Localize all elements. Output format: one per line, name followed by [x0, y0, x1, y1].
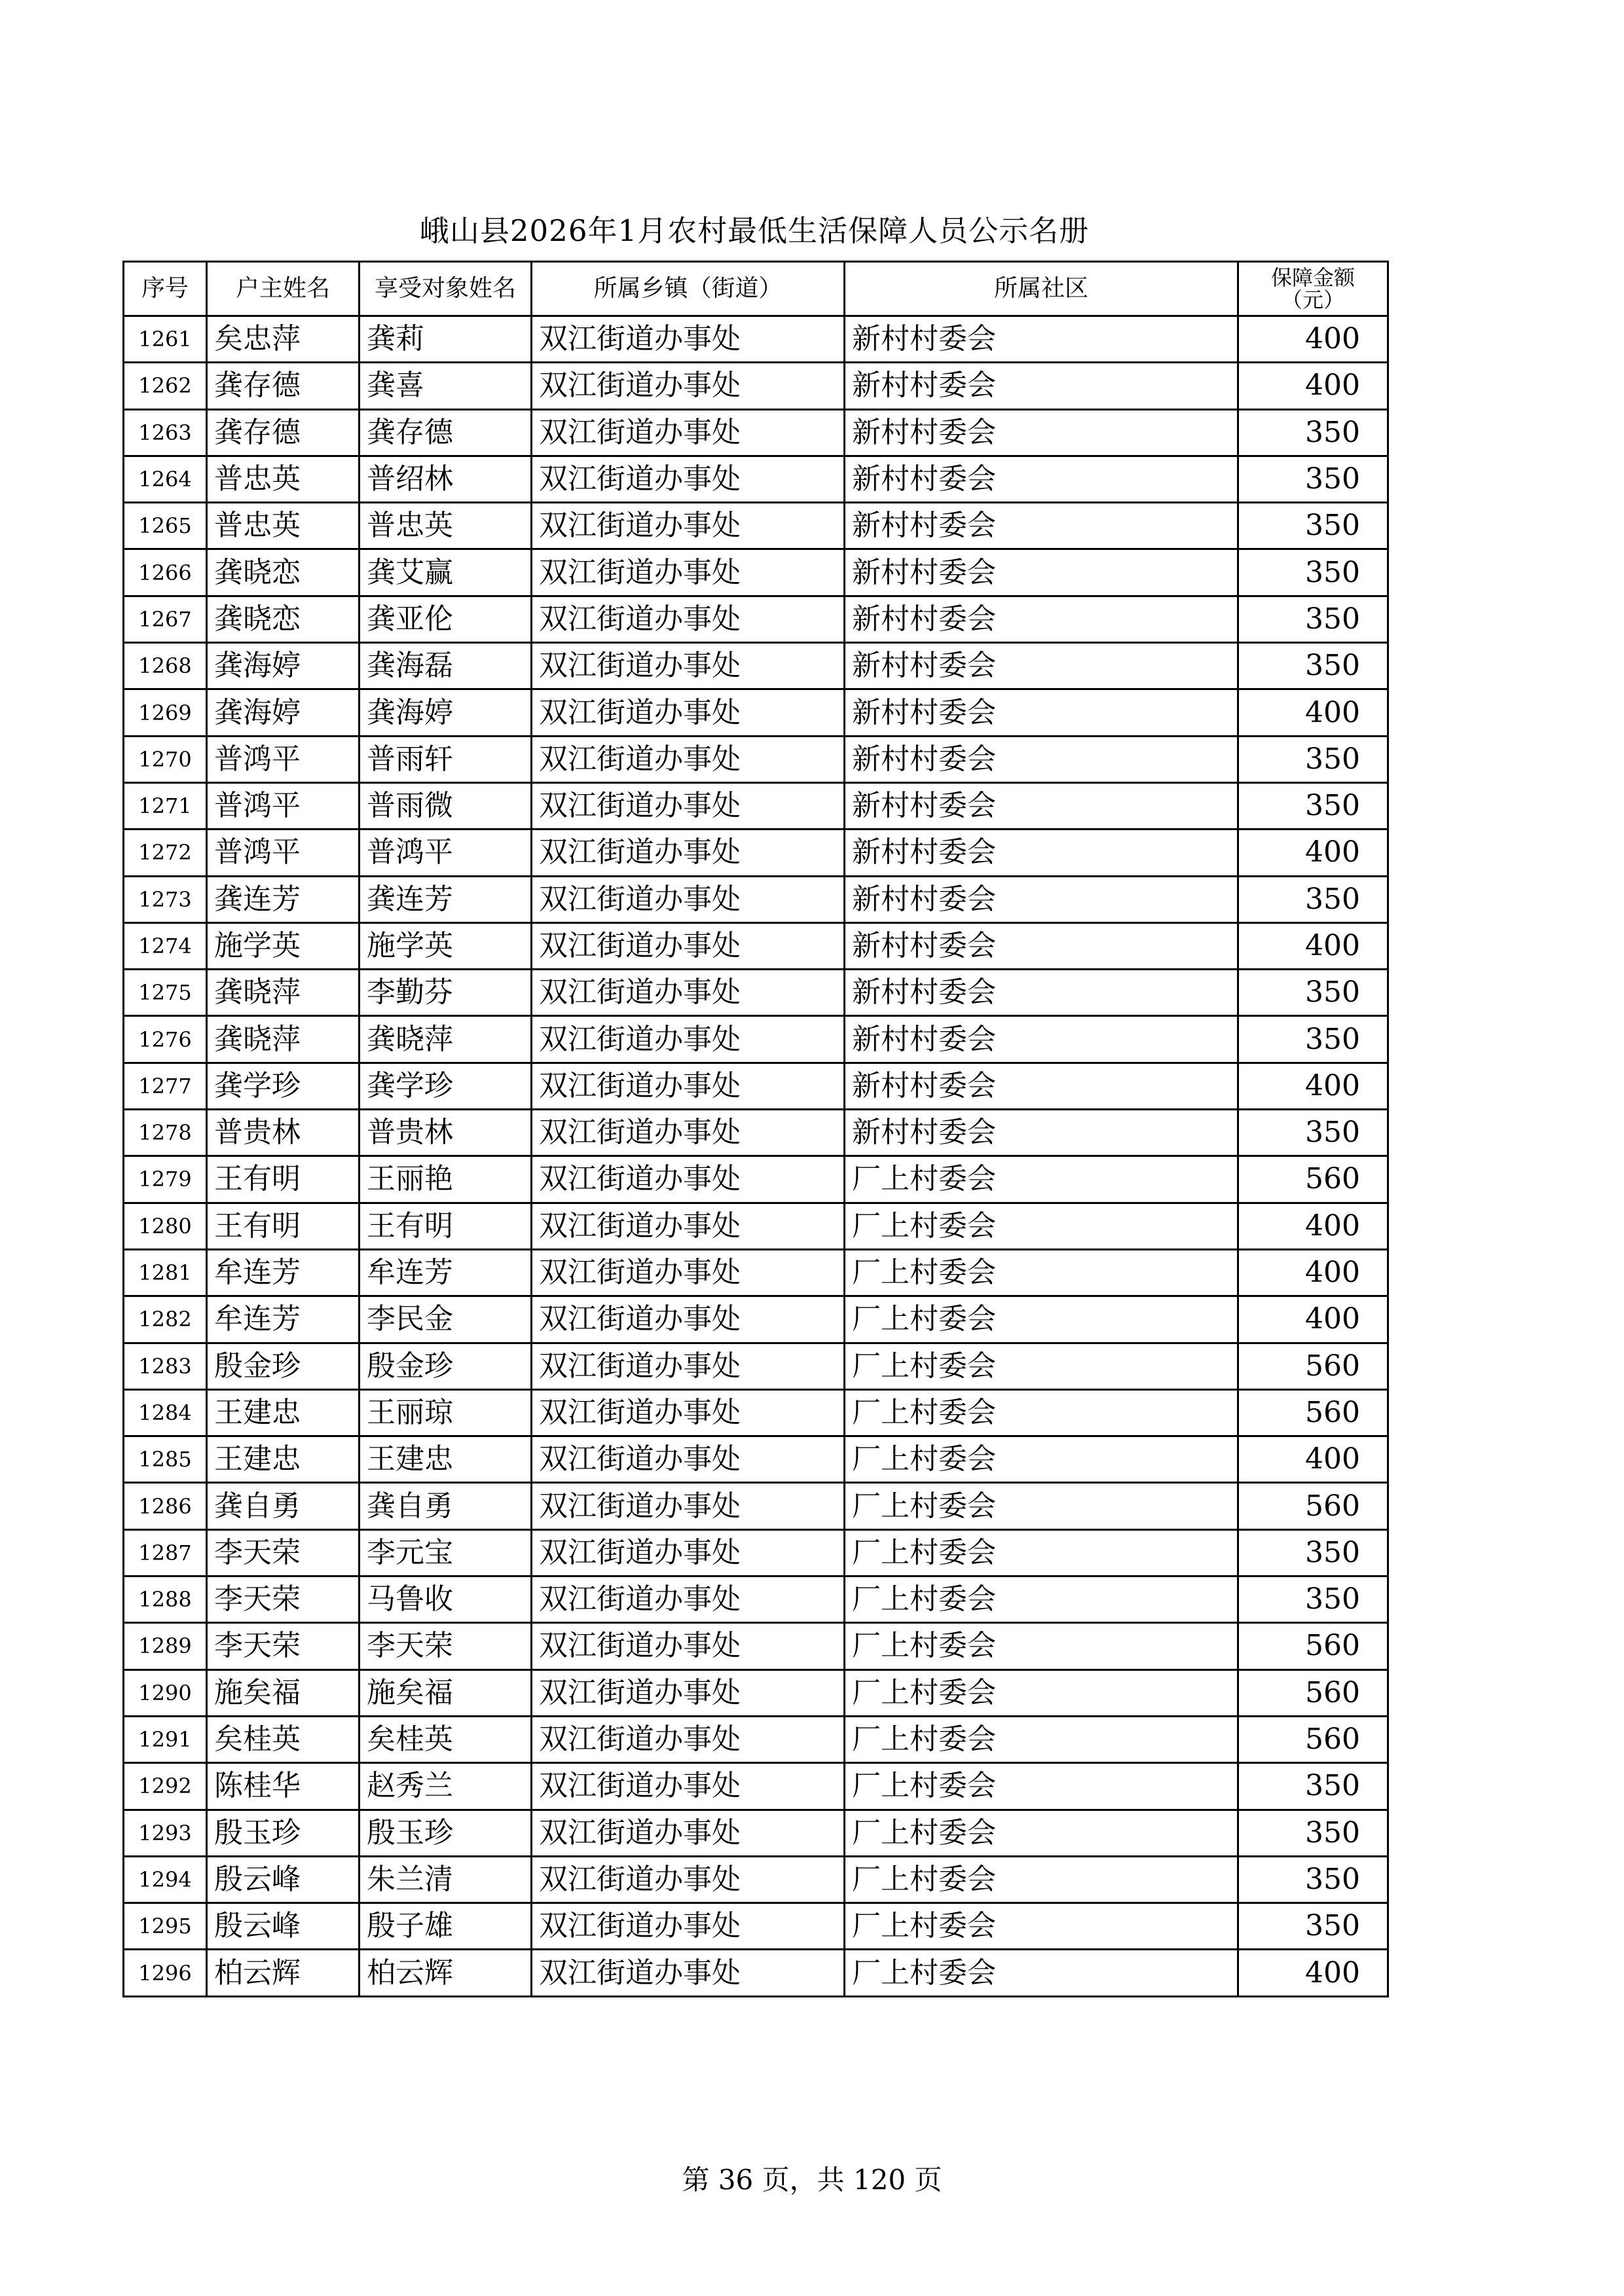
cell-seq: 1269: [124, 689, 207, 736]
cell-seq: 1286: [124, 1483, 207, 1529]
cell-township: 双江街道办事处: [532, 829, 845, 876]
cell-township: 双江街道办事处: [532, 1203, 845, 1249]
cell-household-head: 龚晓恋: [207, 549, 360, 596]
cell-township: 双江街道办事处: [532, 596, 845, 642]
cell-township: 双江街道办事处: [532, 1483, 845, 1529]
table-row: [124, 829, 1388, 876]
cell-amount: 400: [1238, 1249, 1388, 1296]
cell-community: 厂上村委会: [845, 1623, 1238, 1669]
table-row: [124, 1389, 1388, 1436]
cell-household-head: 龚存德: [207, 363, 360, 409]
cell-community: 新村村委会: [845, 922, 1238, 969]
cell-community: 厂上村委会: [845, 1669, 1238, 1716]
cell-beneficiary: 龚自勇: [360, 1483, 532, 1529]
cell-township: 双江街道办事处: [532, 1623, 845, 1669]
cell-household-head: 龚晓萍: [207, 970, 360, 1016]
header-amount-line1: 保障金额: [1270, 265, 1355, 290]
cell-community: 新村村委会: [845, 1110, 1238, 1156]
table-row: [124, 1856, 1388, 1903]
cell-seq: 1281: [124, 1249, 207, 1296]
cell-seq: 1287: [124, 1529, 207, 1576]
cell-beneficiary: 龚晓萍: [360, 1016, 532, 1063]
table-row: [124, 363, 1388, 409]
cell-amount: 350: [1238, 1856, 1388, 1903]
cell-seq: 1289: [124, 1623, 207, 1669]
table-row: [124, 689, 1388, 736]
table-row: [124, 503, 1388, 549]
cell-household-head: 施学英: [207, 922, 360, 969]
cell-seq: 1262: [124, 363, 207, 409]
header-township: 所属乡镇（街道）: [532, 262, 845, 316]
cell-amount: 560: [1238, 1483, 1388, 1529]
cell-township: 双江街道办事处: [532, 643, 845, 689]
cell-community: 新村村委会: [845, 876, 1238, 922]
cell-community: 厂上村委会: [845, 1903, 1238, 1950]
cell-township: 双江街道办事处: [532, 1389, 845, 1436]
cell-household-head: 龚晓恋: [207, 596, 360, 642]
cell-household-head: 王建忠: [207, 1389, 360, 1436]
cell-community: 厂上村委会: [845, 1156, 1238, 1203]
cell-community: 厂上村委会: [845, 1763, 1238, 1810]
cell-beneficiary: 王丽艳: [360, 1156, 532, 1203]
cell-amount: 560: [1238, 1716, 1388, 1762]
cell-beneficiary: 李天荣: [360, 1623, 532, 1669]
cell-seq: 1288: [124, 1576, 207, 1623]
cell-community: 厂上村委会: [845, 1950, 1238, 1996]
cell-beneficiary: 龚喜: [360, 363, 532, 409]
table-row: [124, 876, 1388, 922]
cell-seq: 1296: [124, 1950, 207, 1996]
cell-seq: 1292: [124, 1763, 207, 1810]
cell-amount: 350: [1238, 1810, 1388, 1856]
cell-seq: 1274: [124, 922, 207, 969]
cell-household-head: 施矣福: [207, 1669, 360, 1716]
cell-household-head: 普忠英: [207, 456, 360, 502]
cell-seq: 1268: [124, 643, 207, 689]
cell-household-head: 殷云峰: [207, 1856, 360, 1903]
cell-beneficiary: 龚海婷: [360, 689, 532, 736]
cell-beneficiary: 普贵林: [360, 1110, 532, 1156]
header-beneficiary: 享受对象姓名: [360, 262, 532, 316]
cell-township: 双江街道办事处: [532, 1343, 845, 1389]
table-row: [124, 1529, 1388, 1576]
cell-amount: 400: [1238, 1436, 1388, 1483]
cell-beneficiary: 朱兰清: [360, 1856, 532, 1903]
cell-beneficiary: 马鲁收: [360, 1576, 532, 1623]
cell-township: 双江街道办事处: [532, 409, 845, 456]
cell-beneficiary: 李勤芬: [360, 970, 532, 1016]
cell-township: 双江街道办事处: [532, 1296, 845, 1343]
table-row: [124, 456, 1388, 502]
table-row: [124, 316, 1388, 363]
cell-seq: 1271: [124, 782, 207, 829]
cell-amount: 350: [1238, 1576, 1388, 1623]
table-row: [124, 1950, 1388, 1996]
table-row: [124, 1203, 1388, 1249]
cell-township: 双江街道办事处: [532, 1576, 845, 1623]
cell-township: 双江街道办事处: [532, 782, 845, 829]
page-footer: 第 36 页，共 120 页: [682, 2164, 942, 2196]
table-row: [124, 549, 1388, 596]
cell-township: 双江街道办事处: [532, 1950, 845, 1996]
cell-household-head: 普鸿平: [207, 829, 360, 876]
cell-beneficiary: 施学英: [360, 922, 532, 969]
table-row: [124, 1576, 1388, 1623]
cell-household-head: 普鸿平: [207, 736, 360, 782]
cell-amount: 400: [1238, 316, 1388, 363]
cell-community: 厂上村委会: [845, 1483, 1238, 1529]
cell-beneficiary: 王有明: [360, 1203, 532, 1249]
cell-township: 双江街道办事处: [532, 1016, 845, 1063]
cell-township: 双江街道办事处: [532, 1063, 845, 1109]
cell-township: 双江街道办事处: [532, 1763, 845, 1810]
cell-community: 新村村委会: [845, 503, 1238, 549]
cell-community: 新村村委会: [845, 316, 1238, 363]
cell-seq: 1275: [124, 970, 207, 1016]
cell-household-head: 龚海婷: [207, 643, 360, 689]
cell-seq: 1283: [124, 1343, 207, 1389]
cell-community: 厂上村委会: [845, 1343, 1238, 1389]
cell-amount: 350: [1238, 549, 1388, 596]
cell-seq: 1294: [124, 1856, 207, 1903]
cell-household-head: 龚晓萍: [207, 1016, 360, 1063]
cell-amount: 350: [1238, 643, 1388, 689]
cell-household-head: 矣桂英: [207, 1716, 360, 1762]
cell-amount: 350: [1238, 1903, 1388, 1950]
cell-seq: 1278: [124, 1110, 207, 1156]
cell-township: 双江街道办事处: [532, 456, 845, 502]
cell-amount: 400: [1238, 1296, 1388, 1343]
table-row: [124, 1763, 1388, 1810]
cell-township: 双江街道办事处: [532, 736, 845, 782]
cell-seq: 1272: [124, 829, 207, 876]
table-row: [124, 409, 1388, 456]
cell-township: 双江街道办事处: [532, 503, 845, 549]
cell-township: 双江街道办事处: [532, 1856, 845, 1903]
cell-township: 双江街道办事处: [532, 876, 845, 922]
cell-community: 新村村委会: [845, 596, 1238, 642]
cell-township: 双江街道办事处: [532, 1249, 845, 1296]
cell-beneficiary: 龚存德: [360, 409, 532, 456]
cell-amount: 350: [1238, 596, 1388, 642]
table-body: [124, 316, 1388, 1997]
cell-amount: 350: [1238, 503, 1388, 549]
table-row: [124, 1343, 1388, 1389]
cell-household-head: 普贵林: [207, 1110, 360, 1156]
cell-beneficiary: 普绍林: [360, 456, 532, 502]
cell-beneficiary: 王建忠: [360, 1436, 532, 1483]
table-row: [124, 1716, 1388, 1762]
cell-amount: 350: [1238, 1110, 1388, 1156]
table-row: [124, 1156, 1388, 1203]
cell-township: 双江街道办事处: [532, 1110, 845, 1156]
cell-seq: 1276: [124, 1016, 207, 1063]
cell-community: 新村村委会: [845, 829, 1238, 876]
cell-township: 双江街道办事处: [532, 1669, 845, 1716]
cell-amount: 400: [1238, 363, 1388, 409]
cell-household-head: 牟连芳: [207, 1296, 360, 1343]
header-seq: 序号: [124, 262, 207, 316]
cell-amount: 560: [1238, 1343, 1388, 1389]
cell-amount: 350: [1238, 782, 1388, 829]
cell-community: 厂上村委会: [845, 1576, 1238, 1623]
cell-household-head: 龚存德: [207, 409, 360, 456]
cell-township: 双江街道办事处: [532, 970, 845, 1016]
cell-household-head: 柏云辉: [207, 1950, 360, 1996]
cell-beneficiary: 龚莉: [360, 316, 532, 363]
table-row: [124, 643, 1388, 689]
cell-beneficiary: 赵秀兰: [360, 1763, 532, 1810]
table-row: [124, 736, 1388, 782]
cell-township: 双江街道办事处: [532, 1903, 845, 1950]
header-community: 所属社区: [845, 262, 1238, 316]
table-row: [124, 1016, 1388, 1063]
cell-seq: 1293: [124, 1810, 207, 1856]
cell-community: 新村村委会: [845, 409, 1238, 456]
cell-seq: 1267: [124, 596, 207, 642]
beneficiary-table: [122, 261, 1389, 1997]
cell-amount: 560: [1238, 1623, 1388, 1669]
cell-seq: 1290: [124, 1669, 207, 1716]
cell-community: 新村村委会: [845, 782, 1238, 829]
cell-seq: 1270: [124, 736, 207, 782]
cell-township: 双江街道办事处: [532, 689, 845, 736]
cell-beneficiary: 柏云辉: [360, 1950, 532, 1996]
cell-seq: 1266: [124, 549, 207, 596]
header-amount-line2: （元）: [1281, 287, 1344, 312]
cell-seq: 1279: [124, 1156, 207, 1203]
cell-township: 双江街道办事处: [532, 922, 845, 969]
cell-household-head: 殷金珍: [207, 1343, 360, 1389]
cell-seq: 1282: [124, 1296, 207, 1343]
cell-beneficiary: 龚海磊: [360, 643, 532, 689]
cell-seq: 1261: [124, 316, 207, 363]
cell-beneficiary: 施矣福: [360, 1669, 532, 1716]
cell-household-head: 陈桂华: [207, 1763, 360, 1810]
cell-community: 厂上村委会: [845, 1810, 1238, 1856]
cell-amount: 560: [1238, 1669, 1388, 1716]
cell-community: 新村村委会: [845, 736, 1238, 782]
cell-amount: 400: [1238, 922, 1388, 969]
table-header-row: [124, 262, 1388, 316]
cell-amount: 350: [1238, 456, 1388, 502]
cell-community: 新村村委会: [845, 456, 1238, 502]
table-row: [124, 1669, 1388, 1716]
cell-amount: 350: [1238, 1529, 1388, 1576]
cell-township: 双江街道办事处: [532, 1810, 845, 1856]
cell-household-head: 牟连芳: [207, 1249, 360, 1296]
table-row: [124, 1623, 1388, 1669]
cell-community: 厂上村委会: [845, 1856, 1238, 1903]
cell-community: 新村村委会: [845, 363, 1238, 409]
cell-beneficiary: 龚学珍: [360, 1063, 532, 1109]
cell-community: 新村村委会: [845, 1063, 1238, 1109]
cell-township: 双江街道办事处: [532, 1436, 845, 1483]
cell-household-head: 龚学珍: [207, 1063, 360, 1109]
cell-community: 厂上村委会: [845, 1436, 1238, 1483]
cell-beneficiary: 龚连芳: [360, 876, 532, 922]
cell-beneficiary: 龚艾赢: [360, 549, 532, 596]
cell-seq: 1273: [124, 876, 207, 922]
cell-beneficiary: 普雨轩: [360, 736, 532, 782]
cell-beneficiary: 牟连芳: [360, 1249, 532, 1296]
cell-household-head: 王有明: [207, 1203, 360, 1249]
cell-amount: 400: [1238, 1950, 1388, 1996]
cell-beneficiary: 李民金: [360, 1296, 532, 1343]
cell-community: 厂上村委会: [845, 1389, 1238, 1436]
cell-household-head: 龚连芳: [207, 876, 360, 922]
cell-township: 双江街道办事处: [532, 1156, 845, 1203]
table-row: [124, 922, 1388, 969]
cell-amount: 350: [1238, 736, 1388, 782]
table-row: [124, 1249, 1388, 1296]
table-row: [124, 1110, 1388, 1156]
cell-household-head: 李天荣: [207, 1623, 360, 1669]
table-row: [124, 782, 1388, 829]
table-row: [124, 1483, 1388, 1529]
cell-household-head: 龚自勇: [207, 1483, 360, 1529]
cell-amount: 560: [1238, 1389, 1388, 1436]
cell-community: 新村村委会: [845, 549, 1238, 596]
document-title: 峨山县2026年1月农村最低生活保障人员公示名册: [419, 213, 1090, 248]
table-row: [124, 970, 1388, 1016]
cell-beneficiary: 李元宝: [360, 1529, 532, 1576]
cell-amount: 560: [1238, 1156, 1388, 1203]
cell-amount: 350: [1238, 1016, 1388, 1063]
cell-beneficiary: 殷金珍: [360, 1343, 532, 1389]
cell-beneficiary: 普鸿平: [360, 829, 532, 876]
cell-beneficiary: 殷玉珍: [360, 1810, 532, 1856]
cell-community: 厂上村委会: [845, 1529, 1238, 1576]
header-amount: [1238, 262, 1388, 316]
cell-seq: 1295: [124, 1903, 207, 1950]
cell-beneficiary: 王丽琼: [360, 1389, 532, 1436]
cell-beneficiary: 龚亚伦: [360, 596, 532, 642]
cell-household-head: 普忠英: [207, 503, 360, 549]
table-row: [124, 1903, 1388, 1950]
cell-amount: 400: [1238, 829, 1388, 876]
cell-township: 双江街道办事处: [532, 1716, 845, 1762]
cell-township: 双江街道办事处: [532, 1529, 845, 1576]
cell-seq: 1264: [124, 456, 207, 502]
cell-community: 新村村委会: [845, 689, 1238, 736]
cell-amount: 350: [1238, 970, 1388, 1016]
cell-seq: 1265: [124, 503, 207, 549]
cell-seq: 1280: [124, 1203, 207, 1249]
cell-community: 新村村委会: [845, 643, 1238, 689]
cell-household-head: 李天荣: [207, 1576, 360, 1623]
cell-household-head: 普鸿平: [207, 782, 360, 829]
cell-amount: 350: [1238, 1763, 1388, 1810]
cell-household-head: 殷云峰: [207, 1903, 360, 1950]
cell-community: 新村村委会: [845, 970, 1238, 1016]
cell-seq: 1284: [124, 1389, 207, 1436]
cell-seq: 1277: [124, 1063, 207, 1109]
table-row: [124, 596, 1388, 642]
table-row: [124, 1436, 1388, 1483]
cell-amount: 400: [1238, 1063, 1388, 1109]
cell-community: 厂上村委会: [845, 1716, 1238, 1762]
cell-community: 厂上村委会: [845, 1296, 1238, 1343]
cell-township: 双江街道办事处: [532, 363, 845, 409]
cell-township: 双江街道办事处: [532, 316, 845, 363]
cell-household-head: 龚海婷: [207, 689, 360, 736]
cell-beneficiary: 普雨微: [360, 782, 532, 829]
table-row: [124, 1296, 1388, 1343]
cell-beneficiary: 普忠英: [360, 503, 532, 549]
cell-household-head: 矣忠萍: [207, 316, 360, 363]
header-household-head: 户主姓名: [207, 262, 360, 316]
table-row: [124, 1810, 1388, 1856]
cell-community: 新村村委会: [845, 1016, 1238, 1063]
cell-beneficiary: 矣桂英: [360, 1716, 532, 1762]
cell-beneficiary: 殷子雄: [360, 1903, 532, 1950]
cell-amount: 400: [1238, 1203, 1388, 1249]
cell-amount: 400: [1238, 689, 1388, 736]
cell-household-head: 李天荣: [207, 1529, 360, 1576]
cell-amount: 350: [1238, 409, 1388, 456]
cell-community: 厂上村委会: [845, 1249, 1238, 1296]
cell-seq: 1263: [124, 409, 207, 456]
cell-household-head: 王建忠: [207, 1436, 360, 1483]
cell-seq: 1285: [124, 1436, 207, 1483]
cell-amount: 350: [1238, 876, 1388, 922]
cell-township: 双江街道办事处: [532, 549, 845, 596]
cell-household-head: 王有明: [207, 1156, 360, 1203]
cell-community: 厂上村委会: [845, 1203, 1238, 1249]
cell-household-head: 殷玉珍: [207, 1810, 360, 1856]
table-row: [124, 1063, 1388, 1109]
cell-seq: 1291: [124, 1716, 207, 1762]
